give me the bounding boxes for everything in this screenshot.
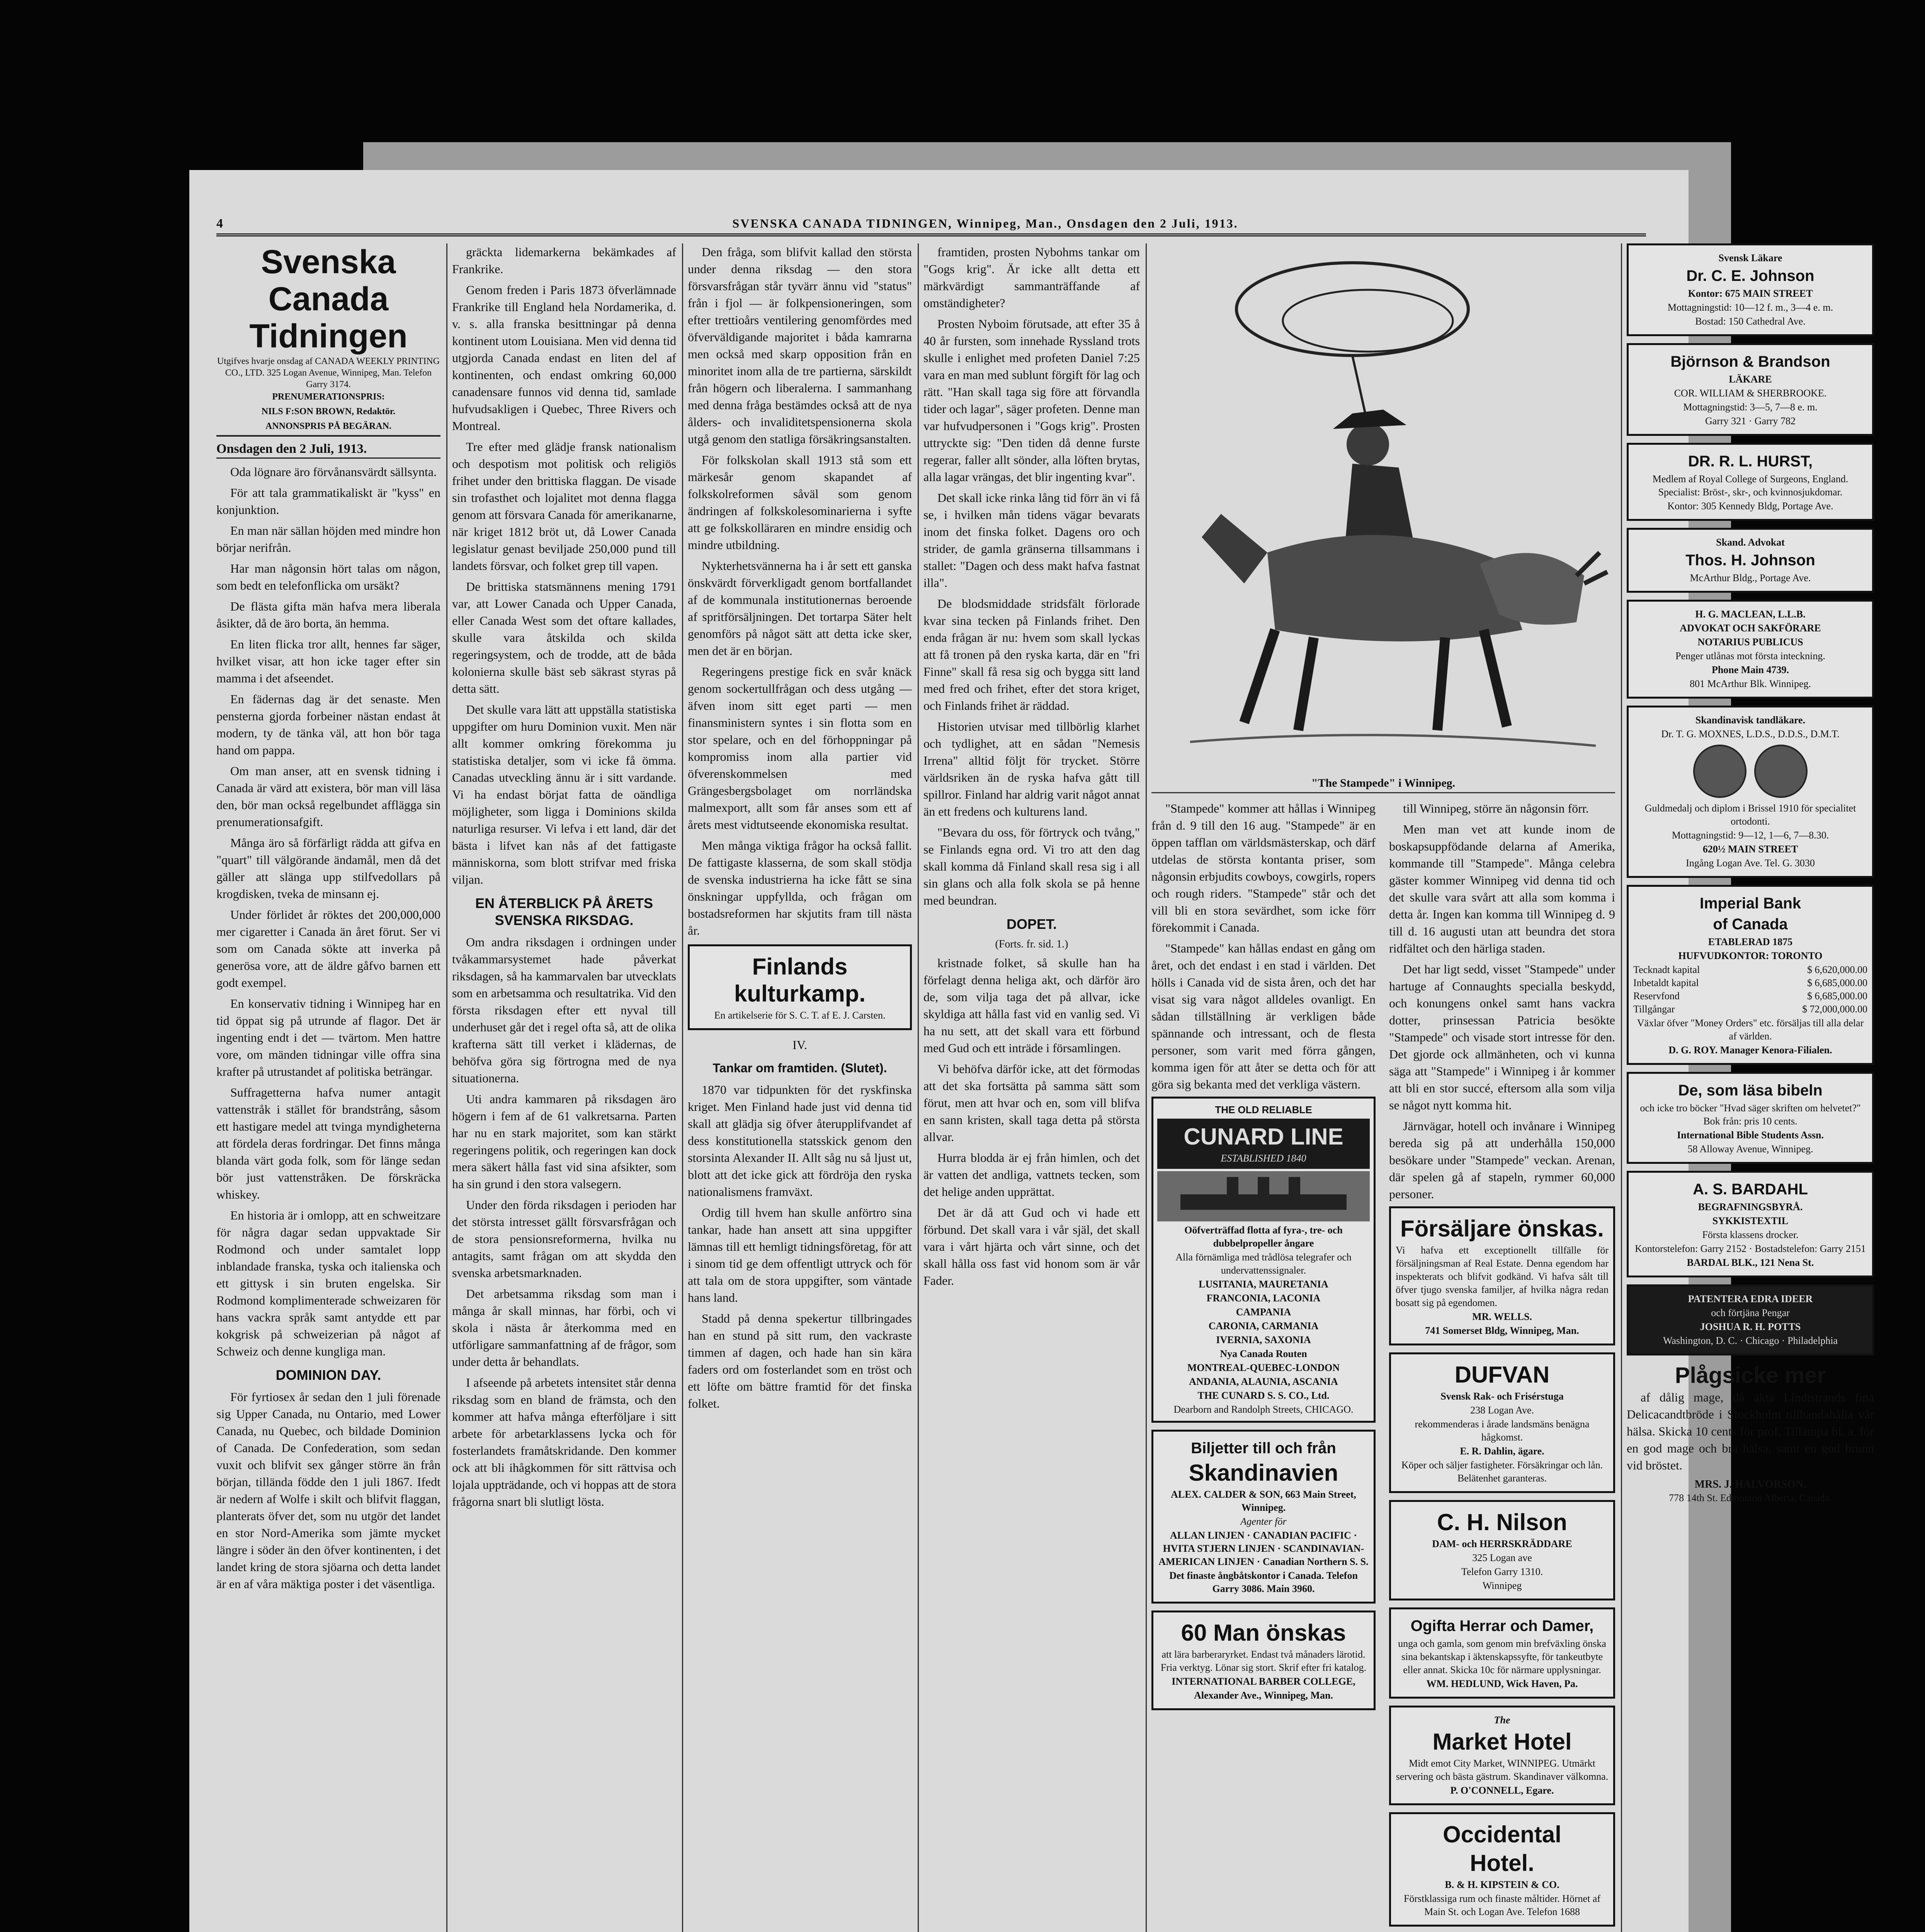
medal-icon xyxy=(1693,745,1746,798)
paragraph: gräckta lidemarkerna bekämkades af Frankrike. xyxy=(452,245,676,276)
masthead-publisher: Utgifves hvarje onsdag af CANADA WEEKLY PRINTING CO., LTD. 325 Logan Avenue, Winnipeg, Man. Telefon Garry 3174. xyxy=(217,356,440,389)
bank-body: Växlar öfver "Money Orders" etc. försäljas till alla delar af världen. xyxy=(1637,1017,1864,1042)
market-hotel-ad xyxy=(1389,1706,1615,1805)
tandlakare-ad xyxy=(1627,706,1874,878)
tandlakare-name: Dr. T. G. MOXNES, L.D.S., D.D.S., D.M.T. xyxy=(1661,728,1840,740)
subscription-heading: PRENUMERATIONSPRIS: xyxy=(272,392,385,402)
patent-title: PATENTERA EDRA IDEER xyxy=(1688,1293,1813,1304)
ogifta-ad xyxy=(1389,1607,1615,1699)
column-5-left xyxy=(1151,800,1376,1717)
capital-value: $ 6,685,000.00 xyxy=(1807,990,1867,1002)
bjornson-address: COR. WILLIAM & SHERBROOKE. xyxy=(1674,388,1827,399)
nilson-city: Winnipeg xyxy=(1482,1580,1522,1591)
man-wanted-body: att lära barberaryrket. Endast två månaders lärotid. Fria verktyg. Lönar sig stort. Skrif efter fri katalog. xyxy=(1160,1649,1367,1673)
nilson-address: 325 Logan ave xyxy=(1472,1552,1532,1563)
occidental-body: Förstklassiga rum och finaste måltider. Hörnet af Main St. och Logan Ave. Telefon 1688 xyxy=(1403,1893,1601,1917)
page-number: 4 xyxy=(216,216,223,231)
cunard-route2: MONTREAL-QUEBEC-LONDON xyxy=(1187,1362,1340,1373)
series-number: IV. xyxy=(792,1038,807,1052)
man-wanted-title: 60 Man önskas xyxy=(1181,1620,1346,1646)
plagsicke-title: Plågsicke mer xyxy=(1675,1363,1826,1388)
man-wanted-ad xyxy=(1151,1611,1376,1710)
market-owner: P. O'CONNELL, Egare. xyxy=(1450,1785,1554,1796)
heading-dopet: DOPET. xyxy=(1006,916,1057,932)
paragraph: "Stampede" kan hållas endast en gång om året, och det endast i en stad i världen. Det hölls i Canada vid de sista åren, och det har visat sig vara något alldeles ovanligt. En sådan tillställning är verkligen både spännande och intressant, och de flesta personer, som varit med förra gången, komma igen för att åter se detta och för att göra sig bekanta med det verkliga västern. xyxy=(1151,941,1376,1091)
dateline: Onsdagen den 2 Juli, 1913. xyxy=(216,440,440,459)
dufvan-title: DUFVAN xyxy=(1454,1362,1550,1388)
paragraph: Stadd på denna spekertur tillbringades han en stund på sitt rum, den vackraste timmen af dagen, och hade han sin kära faders ord om fosterlandet som en tröst och ett löfte om bättre framtid för det finska folket. xyxy=(688,1311,912,1410)
biljetter-title2: Skandinavien xyxy=(1189,1460,1338,1486)
ogifta-body: unga och gamla, som genom min brefväxling önska sina bekantskap i äktenskapssyfte, för tankeutbyte eller annat. Skicka 10c för närmare upplysningar. xyxy=(1398,1638,1606,1675)
paragraph: Det skall icke rinka lång tid förr än vi få se, i hvilken mån tidens vägar bevarats inom det finska folket. Dagens oro och strider, de gamla gränserna tillsammans i stallet: "Dagen och dess makt hafva fastnat illa". xyxy=(923,491,1140,590)
tandlakare-medal: Guldmedalj och diplom i Brissel 1910 för specialitet ortodonti. xyxy=(1644,803,1856,827)
cunard-top: THE OLD RELIABLE xyxy=(1215,1104,1312,1116)
johnson-address: Kontor: 675 MAIN STREET xyxy=(1688,288,1813,299)
bibeln-ad xyxy=(1627,1072,1874,1164)
finland-subtitle: En artikelserie för S. C. T. af E. J. Carsten. xyxy=(714,1010,886,1021)
paragraph: framtiden, prosten Nybohms tankar om "Gogs krig". Är icke allt detta ett märkvärdigt sammanträffande af omständigheter? xyxy=(923,245,1140,310)
paragraph: 1870 var tidpunkten för det ryskfinska kriget. Men Finland hade just vid denna tid skall att glädja sig öfver återupplifvandet af dess konstitutionella statsskick genom den storsinta Alexander II. Allt såg nu så ljust ut, blott att det icke gick att fördröja den ryska nationalismens framväxt. xyxy=(688,1083,912,1199)
dufvan-subtitle: Svensk Rak- och Frisérstuga xyxy=(1440,1391,1564,1402)
paragraph: För att tala grammatikaliskt är "kyss" en konjunktion. xyxy=(216,486,440,517)
paragraph: I afseende på arbetets intensitet står denna riksdag som en bland de främsta, och den kommer att hafva många efterföljare i sitt arbete för arbetarklassens lycka och för fosterlandets framåtskridande. Den kommer ock att bli ihågkommen för sitt rättvisa och lojala uppträdande, och vi hoppas att de stora frågorna snart bli slutligt lösta. xyxy=(452,1376,676,1509)
advokat-ad xyxy=(1627,528,1874,593)
column-4 xyxy=(923,243,1140,1932)
advokat-name: Thos. H. Johnson xyxy=(1685,552,1815,569)
column-rule xyxy=(1146,243,1147,1932)
paragraph: Järnvägar, hotell och invånare i Winnipeg bereda sig på att underhålla 150,000 besökare under "Stampede" veckan. Arenan, där spelen gå af stapeln, rymmer 60,000 personer. xyxy=(1389,1119,1615,1201)
paragraph: De blodsmiddade stridsfält förlorade kvar sina tecken på Finlands frihet. Den enda frågan är nu: hvem som skall lyckas att få tronen på den ryska karta, där en "fri Finne" skall få resa sig och bygga sitt land med fred och frihet, efter det stora kriget, och Finlands frihet är räddad. xyxy=(923,597,1140,713)
market-title: Market Hotel xyxy=(1432,1729,1572,1755)
bardahl-title: BEGRAFNINGSBYRÅ. xyxy=(1698,1201,1803,1213)
bjornson-ad xyxy=(1627,343,1874,436)
paragraph: De brittiska statsmännens mening 1791 var, att Lower Canada och Upper Canada, eller Canada West som det oftare kallades, skulle vara åtskilda och skilda regeringsystem, och de trodde, att de båda kolonierna skulle bäst seb säkrast styras på detta sätt. xyxy=(452,580,676,696)
cunard-agent: THE CUNARD S. S. CO., Ltd. xyxy=(1197,1390,1330,1401)
bank-name2: of Canada xyxy=(1713,916,1788,933)
cowboy-lasso-drawing xyxy=(1151,243,1615,769)
cunard-ships: FRANCONIA, LACONIA xyxy=(1206,1293,1321,1304)
bibeln-org: International Bible Students Assn. xyxy=(1677,1129,1824,1141)
cunard-established: ESTABLISHED 1840 xyxy=(1221,1153,1306,1164)
bjornson-phones: Garry 321 · Garry 782 xyxy=(1705,415,1796,427)
salesman-address: 741 Somerset Bldg, Winnipeg, Man. xyxy=(1425,1325,1579,1336)
paragraph: Det är då att Gud och vi hade ett förbund. Det skall vara i vår själ, det skall vara i vårt hjärta och vårt sinne, och det skall hålla oss fast vid honom som är vår Fader. xyxy=(923,1206,1140,1287)
bank-hq: HUFVUDKONTOR: TORONTO xyxy=(1678,950,1823,961)
occidental-owner: B. & H. KIPSTEIN & CO. xyxy=(1445,1879,1559,1890)
patent-ad xyxy=(1627,1284,1874,1355)
maclean-address: 801 McArthur Blk. Winnipeg. xyxy=(1689,678,1811,689)
page-header xyxy=(216,216,1646,236)
tandlakare-phone: Ingång Logan Ave. Tel. G. 3030 xyxy=(1686,857,1815,869)
capital-row xyxy=(1633,1003,1867,1016)
barber-address: Alexander Ave., Winnipeg, Man. xyxy=(1194,1690,1333,1701)
ogifta-title: Ogifta Herrar och Damer, xyxy=(1410,1617,1594,1634)
newspaper-page xyxy=(189,170,1689,1932)
capital-row xyxy=(1633,963,1867,976)
finland-box xyxy=(688,944,912,1030)
paragraph: En man när sällan höjden med mindre hon börjar nerifrån. xyxy=(216,524,440,554)
column-5-right xyxy=(1389,800,1615,1932)
tandlakare-head: Skandinavisk tandläkare. xyxy=(1695,714,1806,726)
patent-sub: och förtjäna Pengar xyxy=(1711,1307,1790,1318)
bibeln-title: De, som läsa bibeln xyxy=(1678,1082,1823,1099)
paragraph: kristnade folket, så skulle han ha förfelagt denna heliga akt, och därför äro de, som vilja taga det på allvar, icke skyldiga att hålla fast vid en vanlig sed. Vi ha nu sett, att det skall vara ett förbund med Gud och ett inträde i församlingen. xyxy=(923,956,1140,1055)
maclean-ad xyxy=(1627,600,1874,699)
maclean-sub: NOTARIUS PUBLICUS xyxy=(1697,636,1803,648)
hurst-address: Kontor: 305 Kennedy Bldg, Portage Ave. xyxy=(1667,500,1833,512)
paragraph: Historien utvisar med tillbörlig klarhet och tydlighet, att en sådan "Nemesis Irrena" alltid följt för trycket. Större världsriken än de ryska hafva gått till spillror. Finland har aldrig varit något annat än ett fredens och kulturens land. xyxy=(923,719,1140,818)
plagsicke-ad xyxy=(1627,1362,1874,1505)
stampede-illustration xyxy=(1151,243,1615,793)
ads-heading: ANNONSPRIS PÅ BEGÄRAN. xyxy=(265,421,392,431)
capital-row xyxy=(1633,990,1867,1003)
johnson-home: Bostad: 150 Cathedral Ave. xyxy=(1695,316,1806,327)
cunard-ships: CARONIA, CARMANIA xyxy=(1208,1320,1319,1332)
paragraph: Ordig till hvem han skulle anförtro sina tankar, hade han ansett att sina uppgifter lämnas till ett hemligt tidningsföretag, för att i sinom tid ge dem offentligt uttryck och för att tala om de stora uppgifter, som väntade hans land. xyxy=(688,1206,912,1304)
biljetter-footer: Det finaste ångbåtskontor i Canada. Telefon Garry 3086. Main 3960. xyxy=(1169,1570,1358,1594)
paragraph: Suffragetterna hafva numer antagit vattenstråk i stället för brandstrång, såsom ett hastigare medel att tvinga myndigheterna att fördela deras fordringar. Det finns många blanda värt goda folk, som för länge sedan bör just vattenstråken. De förskräcka whiskey. xyxy=(216,1085,440,1201)
paragraph: Om man anser, att en svensk tidning i Canada är värd att existera, bör man vill läsa den, bör man också regelbundet afflägga sin prenumerationsafgift. xyxy=(216,764,440,829)
column-rule xyxy=(446,243,447,1932)
paragraph: Regeringens prestige fick en svår knäck genom sockertullfrågan och dess utgång — äfven inom sitt eget parti — men finansministern syntes i sin flotta som en stor spelare, och en del förhoppningar på kompromiss inom alla partier vid öfverenskommelsen med Grängesbergsbolaget om norrländska malmexport, allt som får anses som ett af årets mest vidtutseende ekonomiska resultat. xyxy=(688,665,912,832)
medal-images xyxy=(1633,745,1867,798)
maclean-phone: Phone Main 4739. xyxy=(1711,664,1789,675)
capital-label: Tillgångar xyxy=(1633,1003,1675,1015)
cunard-ships: IVERNIA, SAXONIA xyxy=(1216,1334,1311,1345)
patent-name: JOSHUA R. H. POTTS xyxy=(1700,1321,1801,1332)
paragraph: För fyrtiosex år sedan den 1 juli förenade sig Upper Canada, nu Ontario, med Lower Canada, nu Quebec, och bildade Dominion of Canada. De Confederation, som sedan vuxit och blifvit sex gånger större än från början, tillända födde den 1 juli 1867. Ifedt är nedern af Wolfe i skilt och blifvit flaggan, planterats öfver det, som nu utgör det landet en stor Nord-Amerika som jämte mycket längre i söder än den öfver kontinenten, i det landet kring de stora sjöarna och detta landet är en af våra mäktiga poster i det väsentliga. xyxy=(216,1390,440,1591)
capital-value: $ 72,000,000.00 xyxy=(1802,1003,1867,1015)
johnson-ad xyxy=(1627,243,1874,336)
capital-value: $ 6,620,000.00 xyxy=(1807,964,1867,975)
bardahl-sub: SYKKISTEXTIL xyxy=(1712,1215,1789,1226)
cunard-route: Nya Canada Routen xyxy=(1220,1348,1307,1359)
bardahl-ad xyxy=(1627,1171,1874,1277)
column-1 xyxy=(216,243,440,1932)
paragraph: Det har ligt sedd, visset "Stampede" under hartuge af Connaughts specialla beskydd, och konungens onkel samt hans vackra dotter, prinsessan Patricia besökte "Stampede" och visade stort intresse för den. Det gjorde ock allmänheten, och vi kunna säga att "Stampede" i Winnipeg i år kommer att bli en stor succé, eftersom alla som vilja se något nytt komma hit. xyxy=(1389,962,1615,1112)
paragraph: En liten flicka tror allt, hennes far säger, hvilket visar, att hon icke tager efter sin mamma i det afseendet. xyxy=(216,637,440,685)
barber-college: INTERNATIONAL BARBER COLLEGE, xyxy=(1172,1676,1355,1687)
paragraph: Hurra blodda är ej från himlen, och det är vatten det andliga, vattnets tecken, som det helige anden upprättat. xyxy=(923,1151,1140,1199)
finland-title: Finlands kulturkamp. xyxy=(734,954,866,1007)
finland-section-heading: Tankar om framtiden. (Slutet). xyxy=(713,1061,887,1075)
capital-table xyxy=(1633,963,1867,1016)
bibeln-address: 58 Alloway Avenue, Winnipeg. xyxy=(1687,1143,1813,1155)
johnson-hours: Mottagningstid: 10—12 f. m., 3—4 e. m. xyxy=(1667,302,1833,313)
tandlakare-hours: Mottagningstid: 9—12, 1—6, 7—8.30. xyxy=(1672,830,1829,841)
paragraph: Om andra riksdagen i ordningen under tvåkammarsystemet hade påverkat riksdagen, så ha kammarvalen bar utvecklats som en arbetsamma och resultatrika. Vid den första riksdagen efter ett nyval till underhuset går det i regel ofta så, att de olika krafterna sätt till verket i klädernas, de behöfva göra sig förtrogna med de nya situationerna. xyxy=(452,935,676,1085)
steamship-image xyxy=(1157,1171,1370,1221)
hurst-ad xyxy=(1627,443,1874,521)
paragraph: Genom freden i Paris 1873 öfverlämnade Frankrike till England hela Nordamerika, d. v. s. alla franska besittningar på denna kontinent utom Louisiana. Men vid denna tid utgjorda Canada endast en liten del af kontinenten, och endast omkring 60,000 canadensare funnos vid denna tid, samlade hufvudsakligen i Quebec, Three Rivers och Montreal. xyxy=(452,283,676,433)
maclean-title: ADVOKAT OCH SAKFÖRARE xyxy=(1680,622,1821,634)
column-3 xyxy=(688,243,912,1932)
hurst-name: DR. R. L. HURST, xyxy=(1688,453,1813,470)
nilson-title: C. H. Nilson xyxy=(1437,1509,1567,1535)
patent-address: Washington, D. C. · Chicago · Philadelphia xyxy=(1663,1335,1838,1346)
dufvan-body2: Köper och säljer fastigheter. Försäkringar och lån. Belätenhet garanteras. xyxy=(1401,1459,1603,1484)
cunard-address: Dearborn and Randolph Streets, CHICAGO. xyxy=(1173,1404,1354,1415)
capital-label: Inbetaldt kapital xyxy=(1633,977,1699,988)
paragraph: Tre efter med glädje fransk nationalism och despotism mot politisk och religiös frihet under den brittiska flaggan. De visade sin trofasthet och lojalitet mot denna flagga genom att försvara Canada för amerikanarne, när kriget 1812 bröt ut, då Lower Canada legislatur genast beviljade 250,000 pund till landets försvar, och folket grep till vapen. xyxy=(452,440,676,573)
ogifta-signature: WM. HEDLUND, Wick Haven, Pa. xyxy=(1426,1678,1578,1689)
occidental-title2: Hotel. xyxy=(1470,1850,1534,1876)
bank-manager: D. G. ROY. Manager Kenora-Filialen. xyxy=(1668,1044,1832,1056)
paragraph: "Stampede" kommer att hållas i Winnipeg från d. 9 till den 16 aug. "Stampede" är en öppen tafflan om världsmästerskap, och därf utdelas de största kontanta priser, som någonsin erbjudits cowboys, cowgirls, ropers och rough riders. "Stampede" står och det vill bli en stora sevärdhet, som icke förr förekommit i Canada. xyxy=(1151,801,1376,934)
paragraph: Under den förda riksdagen i perioden har det största intresset gällt försvarsfrågan och de stora pensionsreformerna, hvilka nu antagits, samt frågan om att skydda den svenska arbetsmarknaden. xyxy=(452,1198,676,1280)
occidental-ad xyxy=(1389,1812,1615,1927)
paragraph: "Bevara du oss, för förtryck och tvång," se Finlands egna ord. Vi tro att den dag skall komma då Finland skall resa sig i all sin glans och alla folk skola se på henne med beundran. xyxy=(923,825,1140,907)
paragraph: En konservativ tidning i Winnipeg har en tid öppat sig på utrunde af flagor. Det är ingenting endt i det — tvärtom. Men hattre vore, om mänden tidningar ville offra sina krafter på utrustandet af politiska beträngar. xyxy=(216,997,440,1078)
running-title: SVENSKA CANADA TIDNINGEN, Winnipeg, Man., Onsdagen den 2 Juli, 1913. xyxy=(732,216,1238,230)
cunard-fleet: Oöfverträffad flotta af fyra-, tre- och dubbelpropeller ångare xyxy=(1184,1225,1343,1249)
nilson-ad xyxy=(1389,1500,1615,1600)
paragraph: Men man vet att kunde inom de boskapsuppfödande delarna af Amerika, kommande till "Stampede". Många celebra gäster kommer Winnipeg vid denna tid och det skulle vara svårt att alla som komma i detta år. Ingen kan komma till Winnipeg d. 9 till d. 16 augusti utan att beundra det stora ridfältet och den härliga staden. xyxy=(1389,822,1615,955)
bibeln-body: och icke tro böcker "Hvad säger skriften om helvetet?" Bok från: pris 10 cents. xyxy=(1640,1102,1861,1127)
paragraph: till Winnipeg, större än någonsin förr. xyxy=(1403,801,1589,815)
paragraph: Oda lögnare äro förvånansvärdt sällsynta. xyxy=(230,465,437,479)
dopet-continuation: (Forts. fr. sid. 1.) xyxy=(995,938,1068,950)
advokat-address: McArthur Bldg., Portage Ave. xyxy=(1690,572,1811,583)
medal-icon xyxy=(1754,745,1808,798)
imperial-bank-ad xyxy=(1627,885,1874,1065)
bank-established: ETABLERAD 1875 xyxy=(1708,936,1793,947)
dufvan-body: rekommenderas i årade landsmäns benägna hågkomst. xyxy=(1415,1418,1590,1443)
heading-riksdag: EN ÅTERBLICK PÅ ÅRETS SVENSKA RIKSDAG. xyxy=(475,895,653,928)
plagsicke-sign: MRS. J. HALVORSON. xyxy=(1694,1478,1806,1490)
bjornson-hours: Mottagningstid: 3—5, 7—8 e. m. xyxy=(1683,401,1818,413)
plagsicke-body: af dålig mage, då äkta Lindtstrands fina Delicacandtbröde i Stockholm tillhandahålla vår hälsa. Skicka 10 cents för prof. Tillämpa bl. a. för en god mage och bra hälsa, samt en god brunn vid bröstet. xyxy=(1627,1390,1874,1472)
market-body: Midt emot City Market, WINNIPEG. Utmärkt servering och bästa gästrum. Skandinaver välkomna. xyxy=(1396,1758,1609,1782)
column-6 xyxy=(1627,243,1874,1932)
dufvan-ad xyxy=(1389,1352,1615,1493)
bardahl-body: Första klassens drocker. xyxy=(1702,1229,1799,1240)
masthead-title-line1: Svenska Canada xyxy=(261,243,396,318)
bardahl-phones: Kontorstelefon: Garry 2152 · Bostadstelefon: Garry 2151 xyxy=(1635,1243,1866,1254)
biljetter-agents-head: Agenter för xyxy=(1240,1516,1287,1527)
column-rule xyxy=(682,243,683,1932)
cunard-telegraph: Alla förnämliga med trådlösa telegrafer och undervattenssignaler. xyxy=(1175,1252,1352,1276)
bank-name: Imperial Bank xyxy=(1699,895,1801,912)
market-pre: The xyxy=(1494,1714,1510,1726)
cunard-ships: ANDANIA, ALAUNIA, ASCANIA xyxy=(1189,1376,1338,1387)
paragraph: Uti andra kammaren på riksdagen äro högern i fem af de 61 valkretsarna. Parten har nu en stark majoritet, som kan stärkt regeringens politik, och regeringen kan dock mera säkert hålla fast vid sina afsikter, som ha sin grund i den stora valsegern. xyxy=(452,1092,676,1191)
paragraph: Nykterhetsvännerna ha i år sett ett ganska önskvärdt förverkligadt genom bortfallandet af de kommunala institutionernas beroende af spritförsäljningen. Det tortarpa Säter helt genomförs på något sätt att detta icke sker, men det är en början. xyxy=(688,559,912,658)
paragraph: En historia är i omlopp, att en schweitzare för några dagar sedan uppvaktade Sir Rodmond och under samtalet lopp inblandade franska, tyska och italienska och ett gittysk i sin bruten engelska. Sir Rodmond komplimenterade schweizaren för hans vackra språk samt antydde ett par kokgrisk på schweizerian på något af Schweiz och denne kungliga man. xyxy=(216,1208,440,1358)
maclean-name: H. G. MACLEAN, L.L.B. xyxy=(1695,609,1806,620)
hurst-body: Medlem af Royal College of Surgeons, England. Specialist: Bröst-, skr-, och kvinnosjukdomar. xyxy=(1652,473,1848,498)
capital-label: Reservfond xyxy=(1633,990,1680,1002)
bardahl-name: A. S. BARDAHL xyxy=(1693,1181,1808,1198)
cunard-line-ad xyxy=(1151,1097,1376,1423)
plagsicke-address: 778 14th St. Edmonton Alberta, Canada. xyxy=(1669,1492,1832,1503)
johnson-head: Svensk Läkare xyxy=(1718,252,1782,264)
salesman-ad xyxy=(1389,1206,1615,1345)
capital-label: Tecknadt kapital xyxy=(1633,964,1700,975)
paragraph: Har man någonsin hört talas om någon, som bedt en telefonflicka om ursäkt? xyxy=(216,561,440,592)
biljetter-lines: ALLAN LINJEN · CANADIAN PACIFIC · HVITA STJERN LINJEN · SCANDINAVIAN-AMERICAN LINJEN · Canadian Northern S. S. xyxy=(1158,1530,1369,1567)
paragraph: Det arbetsamma riksdag som man i många år skall minnas, har förbi, och vi skola i nästa år återkomma med en utförligare sammanfattning af de frågor, som under detta år behandlats. xyxy=(452,1287,676,1369)
dufvan-address: 238 Logan Ave. xyxy=(1470,1405,1534,1416)
paragraph: För folkskolan skall 1913 stå som ett märkesår genom skapandet af folkskolreformen såväl som genom ändringen af folkskolesominarierna i syfte att ge folkskolläraren en mindre ensidig och mindre utbildning. xyxy=(688,453,912,552)
paragraph: Prosten Nyboim förutsade, att efter 35 å 40 år fursten, som innehade Ryssland trots skulle i enlighet med profeten Daniel 7:25 vara en man med sublunt förgift för lag och rätt. "Han skall taga sig före att förvandla tider och lagar", säger profeten. Denne man var hufvudpersonen i "Gogs krig". Prosten uttryckte sig: "Den tiden då denne furste regerar, faller allt sönder, alla löften brytas, alla lagar vrängas, det blir ingenting kvar". xyxy=(923,317,1140,484)
masthead-title-line2: Tidningen xyxy=(249,318,408,355)
heading-dominion-day: DOMINION DAY. xyxy=(275,1367,381,1383)
column-rule xyxy=(918,243,919,1932)
capital-value: $ 6,685,000.00 xyxy=(1807,977,1867,988)
tandlakare-address: 620½ MAIN STREET xyxy=(1702,844,1798,855)
paragraph: Den fråga, som blifvit kallad den största under denna riksdag — den stora försvarsfrågan står tyvärr ännu vid "status" från i fjol — är folkpensioneringen, som efter trettioårs ventilering genomfördes med öfverväldigande majoritet i båda kamrarna men också med skarp opposition från en minoritet inom alla de tre partierna, särskildt från högern och liberalerna. I sammanhang med denna fråga bestämdes också att de nya ålders- och invaliditetspensionerna skola utgå genom den statliga försäkringsanstalten. xyxy=(688,245,912,446)
column-2 xyxy=(452,243,676,1932)
biljetter-title: Biljetter till och från xyxy=(1191,1440,1336,1457)
masthead xyxy=(216,243,440,437)
paragraph: Vi behöfva därför icke, att det förmodas att det ska fortsätta på samma sätt som förut, men att hvar och en, som vill blifva en sann kristen, skall taga detta på största allvar. xyxy=(923,1062,1140,1144)
capital-row xyxy=(1633,976,1867,990)
illustration-caption: "The Stampede" i Winnipeg. xyxy=(1311,777,1456,789)
paragraph: Men många viktiga frågor ha också fallit. De fattigaste klasserna, de som skall stödja de svenska industrierna ha icke fått se sina önskningar uppfyllda, och frågan om bostadsreformen har skjutits fram till nästa år. xyxy=(688,838,912,937)
bjornson-title: LÄKARE xyxy=(1729,374,1772,385)
bardahl-address: BARDAL BLK., 121 Nena St. xyxy=(1687,1257,1814,1268)
johnson-name: Dr. C. E. Johnson xyxy=(1686,267,1814,284)
salesman-title: Försäljare önskas. xyxy=(1400,1216,1604,1242)
nilson-phone: Telefon Garry 1310. xyxy=(1461,1566,1543,1577)
column-rule xyxy=(1621,243,1622,1932)
paragraph: Under förlidet år röktes det 200,000,000 mer cigaretter i Canada än året förut. Ser vi som om Canada sökte att inverka på generösa vore, att de äldre gåfvo barnen ett godt exempel. xyxy=(216,908,440,990)
cunard-name: CUNARD LINE xyxy=(1184,1124,1343,1150)
cunard-ships: LUSITANIA, MAURETANIA xyxy=(1199,1279,1328,1290)
salesman-contact: MR. WELLS. xyxy=(1472,1311,1532,1322)
nilson-subtitle: DAM- och HERRSKRÄDDARE xyxy=(1432,1538,1572,1549)
paragraph: De flästa gifta män hafva mera liberala åsikter, då de äro borta, än hemma. xyxy=(216,599,440,630)
paragraph: Många äro så förfärligt rädda att gifva en "quart" till välgörande ändamål, men då det gäller att slänga upp stilfvedollars på krogdisken, tveka de minsann ej. xyxy=(216,836,440,901)
cunard-ships: CAMPANIA xyxy=(1236,1306,1291,1318)
dufvan-owner: E. R. Dahlin, ägare. xyxy=(1460,1446,1544,1457)
bjornson-name: Björnson & Brandson xyxy=(1670,353,1830,370)
paragraph: Det skulle vara lätt att uppställa statistiska uppgifter om huru Dominion vuxit. Men när allt kommer omkring förekomma ju statistiska detaljer, som vi icke få ömma. Canadas utveckling ännu är i sitt vardande. Vi ha endast börjat fatta de oändliga möjligheter, som ligga i Dominions skilda naturliga resurser. Vi lefva i ett land, där det bästa i lifvet kan nås af det fattigaste människorna, som blott strifvar med friska viljan. xyxy=(452,702,676,886)
maclean-body: Penger utlånas mot första inteckning. xyxy=(1675,650,1825,662)
editor-line: NILS F:SON BROWN, Redaktör. xyxy=(261,406,396,417)
occidental-title: Occidental xyxy=(1443,1821,1561,1847)
paragraph: En fädernas dag är det senaste. Men pensterna gjorda forbeiner nästan endast åt modern, ty de tänka väl, att hon bör taga hand om pappa. xyxy=(216,692,440,757)
salesman-body: Vi hafva ett exceptionellt tillfälle för försäljningsman af Real Estate. Denna egendom har inspekterats och blifvit godkänd. Vi hafva sålt till öfver tjugo svenska familjer, af hvilka några redan bosatt sig på egendomen. xyxy=(1396,1245,1609,1308)
biljetter-address: ALEX. CALDER & SON, 663 Main Street, Winnipeg. xyxy=(1171,1489,1356,1513)
column-5 xyxy=(1151,243,1615,1932)
advokat-head: Skand. Advokat xyxy=(1716,537,1785,548)
biljetter-ad xyxy=(1151,1430,1376,1604)
